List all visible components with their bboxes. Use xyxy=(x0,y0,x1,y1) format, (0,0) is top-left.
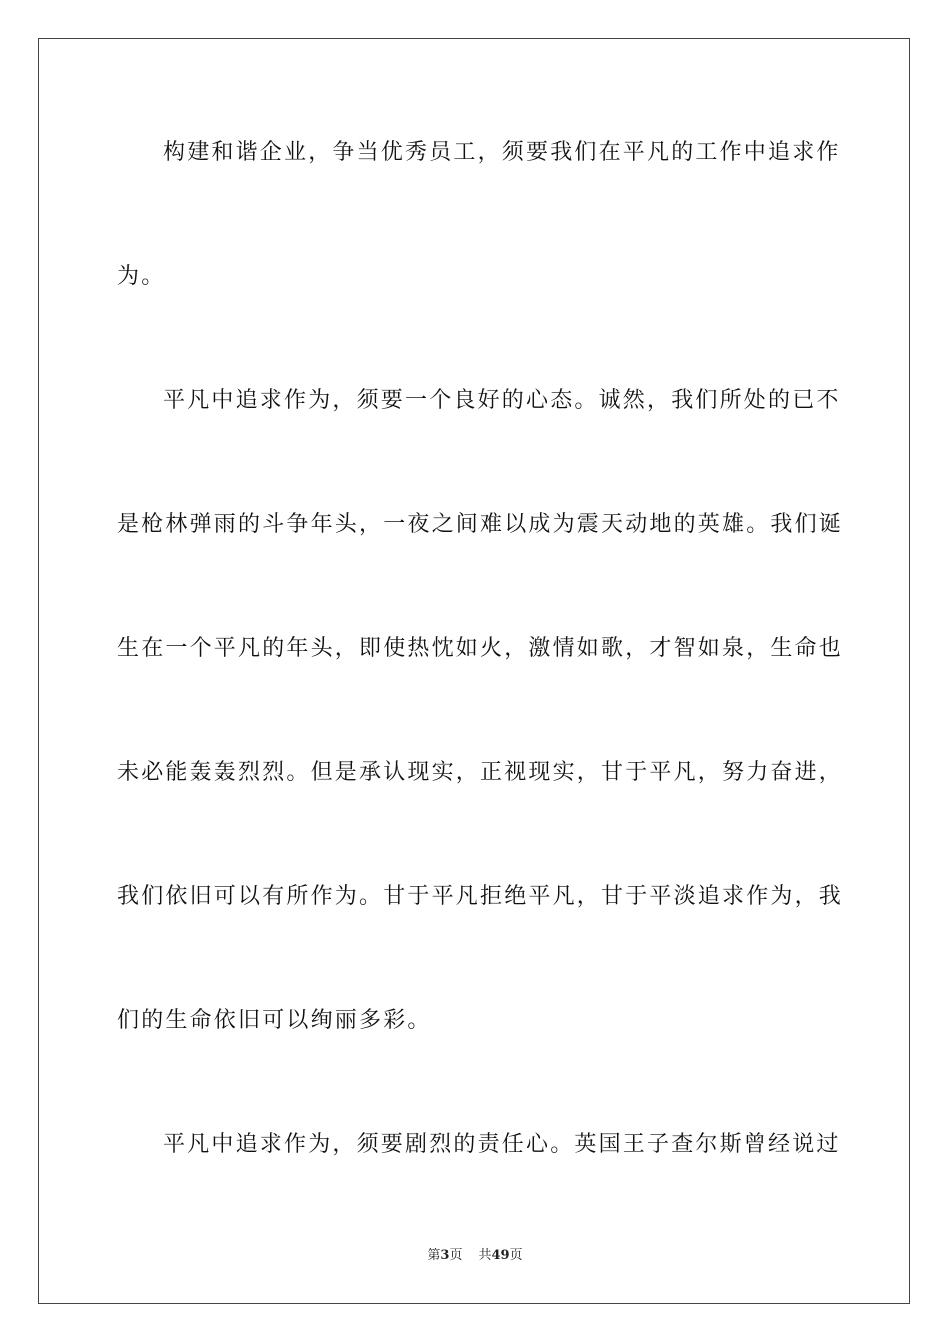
paragraph-2-line-3: 生在一个平凡的年头，即使热忱如火，激情如歌，才智如泉，生命也 xyxy=(117,636,844,661)
paragraph-2-line-2: 是枪林弹雨的斗争年头，一夜之间难以成为震天动地的英雄。我们诞 xyxy=(117,512,844,537)
total-prefix: 共 xyxy=(478,1248,492,1263)
page-footer xyxy=(0,1247,950,1265)
page-number: 3 xyxy=(440,1248,450,1263)
paragraph-2-line-5: 我们依旧可以有所作为。甘于平凡拒绝平凡，甘于平淡追求作为，我 xyxy=(117,884,844,909)
page-suffix: 页 xyxy=(449,1248,463,1263)
total-suffix: 页 xyxy=(509,1248,523,1263)
paragraph-1-line-1: 构建和谐企业，争当优秀员工，须要我们在平凡的工作中追求作 xyxy=(163,140,841,165)
paragraph-2-line-4: 未必能轰轰烈烈。但是承认现实，正视现实，甘于平凡，努力奋进， xyxy=(117,760,844,785)
page-prefix: 第 xyxy=(427,1248,441,1263)
paragraph-2-line-6: 们的生命依旧可以绚丽多彩。 xyxy=(117,1008,432,1033)
paragraph-1-line-2: 为。 xyxy=(117,264,166,289)
paragraph-2-line-1: 平凡中追求作为，须要一个良好的心态。诚然，我们所处的已不 xyxy=(163,388,841,413)
page-border xyxy=(38,38,910,1304)
paragraph-3-line-1: 平凡中追求作为，须要剧烈的责任心。英国王子查尔斯曾经说过 xyxy=(163,1132,841,1157)
total-pages: 49 xyxy=(491,1248,510,1263)
